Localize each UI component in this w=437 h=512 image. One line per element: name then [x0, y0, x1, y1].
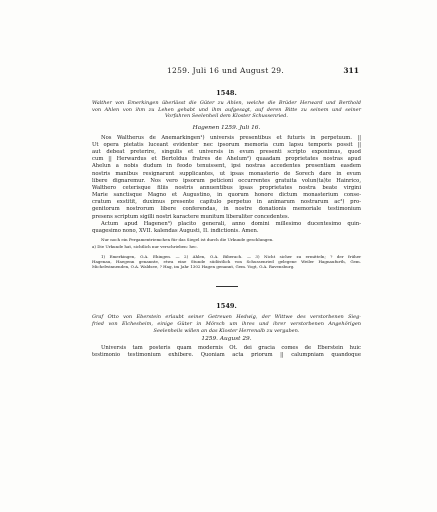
text-line: Nos Waltherus de Anemarkingen¹) universis presentibus et futuris in perpetuum. || [101, 134, 361, 141]
text-line: cum || Herwardus et Bertoldus fratres de Ahelum²) quaadam proprietates nostras apud [92, 156, 361, 163]
text-line: aut debeat preterire, singulis et universis in evum presenti scripto exponimus, quod [92, 149, 361, 156]
date-line: 1259. August 29. [201, 336, 252, 343]
document-number: 1548. [216, 89, 237, 97]
text-line: Marie sanctisque Magno et Augustino, in quorum honore dictum monasterium conse- [92, 192, 361, 199]
section-divider [216, 286, 238, 287]
footnotes [92, 254, 361, 270]
actum-line: Actum apud Hagenen³) placito generali, anno domini millesimo ducentesimo quin- [101, 220, 361, 227]
text-line: Ut opera pietatis luceant evidenter nec ipsorum memoria cum lapsu temporis possit || [92, 141, 361, 148]
text-line: libere dignaremur. Nos vero ipsorum peticioni occurrentes gratuita volun(ta)te Hainrico, [92, 177, 361, 184]
regest-line: von Ahlen von ihm zu Lehen gehabt und ihm aufgesagt, auf deren Bitte zu seinem und seiner [92, 106, 361, 113]
regest-summary [92, 100, 361, 120]
charter-text [92, 345, 361, 359]
text-line: Universis tam posteris quam modernis Ot. dei gracia comes de Eberstein huic [101, 345, 361, 352]
text-note: a) Die Urkunde hat, sichtlich nur verschrieben: hec. [92, 244, 198, 250]
text-line: cratum exstitit, duximus presente capitulo perpetuo in animarum nostrarum ac³) pro- [92, 199, 361, 206]
running-title: 1259. Juli 16 und August 29. [166, 66, 285, 75]
text-line: Ahelun a nobis dudum in feodo tenuissent, ipsi nostras accedentes presentiam easdem [92, 163, 361, 170]
place-date-line: Hagenen 1259. Juli 16. [192, 124, 261, 131]
regest-line: Seelenheils willen an das Kloster Herrenalb zu vergaben. [153, 327, 300, 334]
actum-line: quagesimo nono, XVII. kalendas Augusti, II. indictionis. Amen. [92, 227, 259, 234]
regest-summary [92, 314, 361, 334]
footnote-line: Hagenau, Haegenn genannte, etwa eine Stunde südöstlich von Schussenried gelegene Weiler Hagnaufurth, Gem. [92, 258, 361, 264]
page-content [92, 82, 361, 360]
regest-line: Graf Otto von Eberstein erlaubt seiner Getreuen Hedwig, der Wittwe des verstorbenen Sieg- [92, 314, 361, 321]
text-line: Walthero ceterisque filiis nostris annuentibus ipsas proprietates nostra beate virgini [92, 184, 361, 191]
page-number: 311 [343, 66, 359, 75]
text-line: presens scriptum sigilli nostri karactere munitum liberaliter concedentes. [92, 213, 290, 220]
seal-note: Nur noch ein Pergamentriemchen für das Siegel ist durch die Urkunde geschlungen. [101, 236, 274, 242]
running-header [92, 66, 359, 76]
text-line: testimonio testimonium exhibere. Quoniam acta priorum || calumpniam quandoque [92, 352, 361, 359]
document-number: 1549. [216, 302, 237, 311]
regest-line: Vorfahren Seelenheil dem Kloster Schussenried. [165, 113, 288, 120]
regest-line: Walther von Emerkingen überlässt die Güter zu Ahlen, welche die Brüder Herward und Berthold [92, 100, 361, 106]
text-line: nostris manibus resignarunt supplicantes, ut ipsas monasterio de Sorech dare in evum [92, 170, 361, 177]
footnote-line: 1) Emerkingen, O.A. Ehingen. — 2) Ahlen, O.A. Biberach. — 3) Nicht sicher zu ermitteln; ? der früher [101, 253, 361, 259]
footnote-line: Michelwinnenden, O.A. Waldsee, ? Hag, im Jahr 1302 Hagen genannt, Gem. Vogt, O.A. Ravensburg. [92, 264, 295, 270]
charter-text [92, 135, 361, 235]
regest-line: fried von Elchesheim, einige Güter in Mörsch um ihres und ihrer verstorbenen Angehörigen [92, 321, 361, 328]
text-line: genitorum nostrorum libere conferendas, in nostre donationis memoriale testimonium [92, 206, 361, 213]
